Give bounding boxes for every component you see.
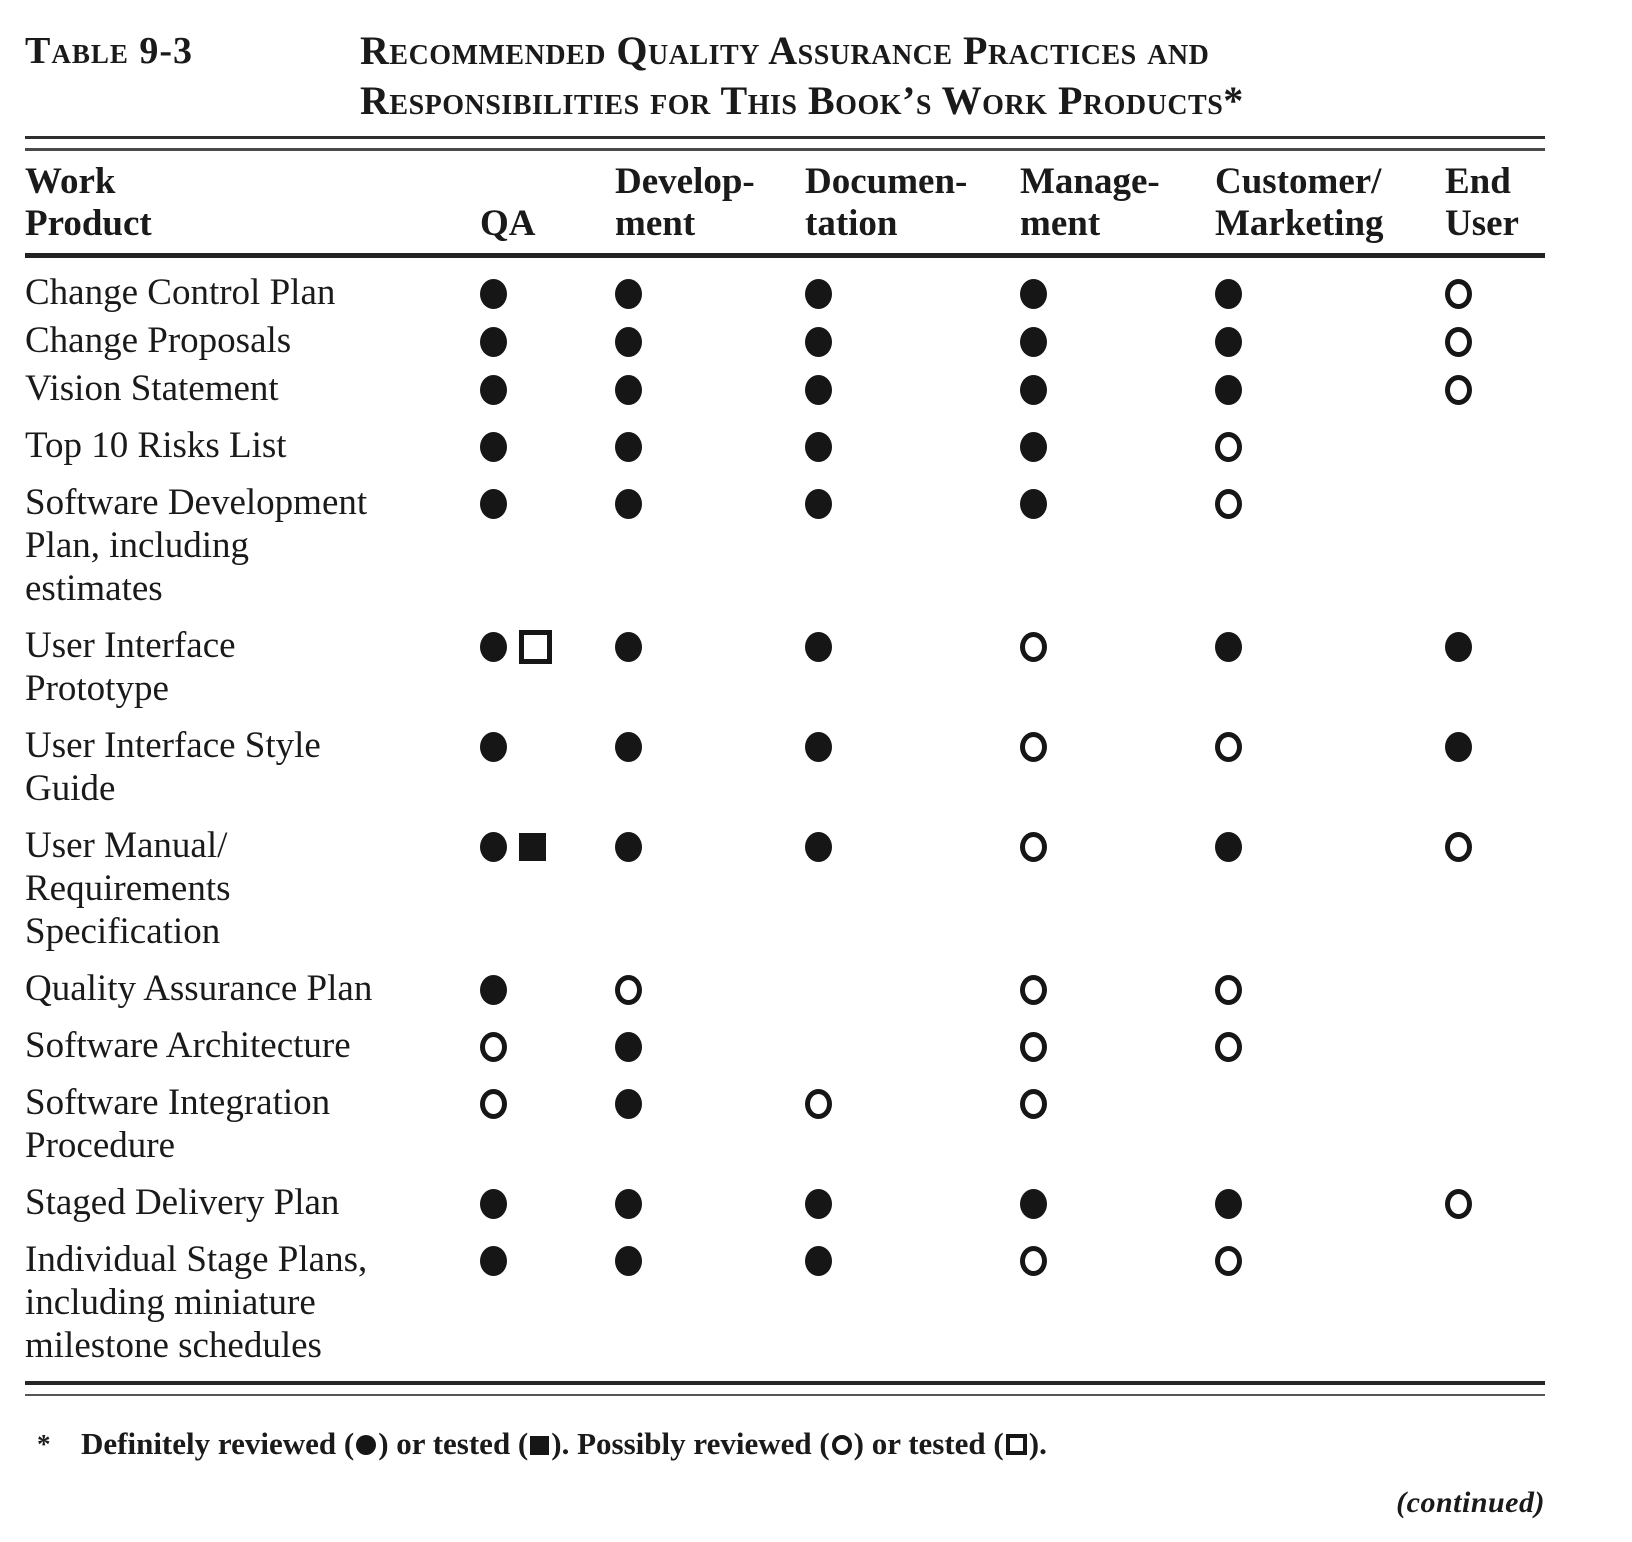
cell-qa	[455, 256, 590, 320]
work-product-line: Software Development	[25, 482, 368, 523]
filled-circle-icon	[1020, 279, 1047, 309]
work-product-cell	[25, 624, 455, 724]
open-circle-icon	[480, 1089, 507, 1119]
cell-end-user	[1420, 724, 1545, 824]
work-product-line: Procedure	[25, 1125, 175, 1166]
table-row	[25, 1024, 1545, 1081]
cell-documentation	[780, 967, 995, 1024]
open-circle-icon	[1020, 975, 1047, 1005]
cell-management	[995, 724, 1190, 824]
work-product-cell	[25, 967, 455, 1024]
footnote-text-segment: ) or tested (	[378, 1426, 529, 1461]
work-product-line: Change Proposals	[25, 320, 292, 361]
cell-qa	[455, 1081, 590, 1181]
open-circle-icon	[832, 1435, 852, 1455]
filled-circle-icon	[480, 432, 507, 462]
cell-development	[590, 256, 780, 320]
work-product-cell	[25, 824, 455, 967]
column-header-line: Marketing	[1215, 203, 1384, 244]
cell-end-user	[1420, 319, 1545, 367]
cell-development	[590, 724, 780, 824]
filled-circle-icon	[805, 489, 832, 519]
footnote	[25, 1424, 1545, 1464]
column-header-line: Customer/	[1215, 161, 1382, 202]
filled-circle-icon	[480, 489, 507, 519]
filled-circle-icon	[1020, 489, 1047, 519]
work-product-line: Top 10 Risks List	[25, 425, 287, 466]
work-product-cell	[25, 367, 455, 424]
filled-circle-icon	[805, 832, 832, 862]
table-row	[25, 1181, 1545, 1238]
cell-development	[590, 424, 780, 481]
column-header-line: End	[1445, 161, 1511, 202]
cell-development	[590, 1238, 780, 1381]
column-header-line: ment	[615, 203, 696, 244]
cell-documentation	[780, 1238, 995, 1381]
filled-circle-icon	[615, 327, 642, 357]
filled-circle-icon	[615, 432, 642, 462]
cell-management	[995, 319, 1190, 367]
work-product-line: Guide	[25, 768, 116, 809]
cell-customer-marketing	[1190, 824, 1420, 967]
open-circle-icon	[1445, 1189, 1472, 1219]
cell-management	[995, 967, 1190, 1024]
filled-circle-icon	[615, 1246, 642, 1276]
work-product-line: Prototype	[25, 668, 169, 709]
open-circle-icon	[1215, 1032, 1242, 1062]
column-header-management	[995, 151, 1190, 256]
filled-circle-icon	[805, 432, 832, 462]
table-row	[25, 481, 1545, 624]
bottom-rule	[25, 1381, 1545, 1396]
footnote-text-segment: ).	[1028, 1426, 1047, 1461]
cell-documentation	[780, 367, 995, 424]
work-product-line: User Interface	[25, 625, 236, 666]
filled-circle-icon	[1020, 1189, 1047, 1219]
cell-end-user	[1420, 1238, 1545, 1381]
column-header-line: User	[1445, 203, 1519, 244]
filled-circle-icon	[805, 732, 832, 762]
table-title-line: Responsibilities for This Book’s Work Products*	[360, 78, 1244, 123]
table-row	[25, 256, 1545, 320]
open-circle-icon	[1020, 1032, 1047, 1062]
cell-customer-marketing	[1190, 967, 1420, 1024]
work-product-line: estimates	[25, 568, 163, 609]
filled-circle-icon	[1020, 375, 1047, 405]
cell-development	[590, 967, 780, 1024]
work-product-line: Staged Delivery Plan	[25, 1182, 340, 1223]
cell-development	[590, 1024, 780, 1081]
work-product-cell	[25, 1181, 455, 1238]
cell-end-user	[1420, 967, 1545, 1024]
table-row	[25, 1081, 1545, 1181]
cell-management	[995, 1238, 1190, 1381]
open-circle-icon	[1215, 975, 1242, 1005]
filled-circle-icon	[615, 279, 642, 309]
cell-qa	[455, 481, 590, 624]
table-row	[25, 824, 1545, 967]
cell-documentation	[780, 724, 995, 824]
filled-circle-icon	[480, 1246, 507, 1276]
cell-qa	[455, 1181, 590, 1238]
header-row	[25, 151, 1545, 256]
cell-management	[995, 256, 1190, 320]
filled-circle-icon	[615, 1089, 642, 1119]
filled-circle-icon	[1215, 327, 1242, 357]
cell-qa	[455, 824, 590, 967]
filled-circle-icon	[356, 1435, 376, 1455]
filled-circle-icon	[805, 1189, 832, 1219]
work-product-line: User Interface Style	[25, 725, 321, 766]
filled-circle-icon	[480, 732, 507, 762]
cell-management	[995, 481, 1190, 624]
work-product-cell	[25, 724, 455, 824]
column-header-line: Documen-	[805, 161, 968, 202]
filled-circle-icon	[1215, 375, 1242, 405]
cell-documentation	[780, 256, 995, 320]
filled-circle-icon	[805, 279, 832, 309]
cell-management	[995, 1024, 1190, 1081]
column-header-work-product	[25, 151, 455, 256]
cell-end-user	[1420, 367, 1545, 424]
footnote-text-segment: ) or tested (	[853, 1426, 1004, 1461]
cell-customer-marketing	[1190, 624, 1420, 724]
filled-circle-icon	[1215, 632, 1242, 662]
cell-qa	[455, 319, 590, 367]
cell-end-user	[1420, 481, 1545, 624]
cell-development	[590, 481, 780, 624]
filled-square-icon	[519, 833, 546, 861]
filled-circle-icon	[1445, 632, 1472, 662]
table-title-line: Recommended Quality Assurance Practices and	[360, 28, 1210, 73]
cell-qa	[455, 967, 590, 1024]
table-title	[360, 26, 1244, 126]
work-product-line: Vision Statement	[25, 368, 279, 409]
cell-qa	[455, 367, 590, 424]
cell-customer-marketing	[1190, 1024, 1420, 1081]
filled-circle-icon	[480, 832, 507, 862]
footnote-text-segment: Definitely reviewed (	[81, 1426, 355, 1461]
open-circle-icon	[615, 975, 642, 1005]
filled-circle-icon	[805, 632, 832, 662]
work-product-cell	[25, 1024, 455, 1081]
open-circle-icon	[1215, 432, 1242, 462]
table-row	[25, 967, 1545, 1024]
cell-documentation	[780, 1024, 995, 1081]
cell-customer-marketing	[1190, 1181, 1420, 1238]
cell-development	[590, 824, 780, 967]
filled-circle-icon	[615, 632, 642, 662]
work-product-line: Plan, including	[25, 525, 250, 566]
cell-end-user	[1420, 1181, 1545, 1238]
open-circle-icon	[1215, 489, 1242, 519]
filled-circle-icon	[805, 1246, 832, 1276]
open-circle-icon	[1215, 1246, 1242, 1276]
open-square-icon	[519, 630, 552, 664]
work-product-line: Quality Assurance Plan	[25, 968, 373, 1009]
work-product-cell	[25, 424, 455, 481]
open-circle-icon	[1445, 375, 1472, 405]
work-product-cell	[25, 319, 455, 367]
cell-development	[590, 1081, 780, 1181]
filled-circle-icon	[480, 375, 507, 405]
cell-end-user	[1420, 256, 1545, 320]
column-header-development	[590, 151, 780, 256]
filled-circle-icon	[615, 375, 642, 405]
open-circle-icon	[1020, 732, 1047, 762]
cell-management	[995, 424, 1190, 481]
cell-customer-marketing	[1190, 724, 1420, 824]
work-product-line: including miniature	[25, 1282, 316, 1323]
filled-circle-icon	[805, 327, 832, 357]
column-header-documentation	[780, 151, 995, 256]
cell-documentation	[780, 319, 995, 367]
cell-management	[995, 824, 1190, 967]
cell-end-user	[1420, 824, 1545, 967]
work-product-line: Requirements	[25, 868, 231, 909]
cell-customer-marketing	[1190, 481, 1420, 624]
cell-documentation	[780, 624, 995, 724]
column-header-line: tation	[805, 203, 898, 244]
column-header-line: ment	[1020, 203, 1101, 244]
work-product-line: User Manual/	[25, 825, 228, 866]
column-header-customer-marketing	[1190, 151, 1420, 256]
filled-circle-icon	[480, 1189, 507, 1219]
cell-documentation	[780, 424, 995, 481]
cell-management	[995, 367, 1190, 424]
cell-customer-marketing	[1190, 1238, 1420, 1381]
cell-qa	[455, 1238, 590, 1381]
table-row	[25, 1238, 1545, 1381]
open-square-icon	[1006, 1434, 1027, 1455]
cell-development	[590, 319, 780, 367]
column-header-line: Develop-	[615, 161, 755, 202]
filled-circle-icon	[615, 1189, 642, 1219]
open-circle-icon	[1215, 732, 1242, 762]
open-circle-icon	[1020, 1246, 1047, 1276]
cell-development	[590, 1181, 780, 1238]
table-caption	[25, 26, 1545, 126]
open-circle-icon	[1020, 632, 1047, 662]
work-product-cell	[25, 256, 455, 320]
open-circle-icon	[1020, 832, 1047, 862]
cell-management	[995, 1081, 1190, 1181]
cell-qa	[455, 724, 590, 824]
work-product-line: milestone schedules	[25, 1325, 322, 1366]
work-product-line: Software Integration	[25, 1082, 331, 1123]
table-row	[25, 724, 1545, 824]
open-circle-icon	[1445, 832, 1472, 862]
filled-circle-icon	[480, 279, 507, 309]
work-product-cell	[25, 1238, 455, 1381]
filled-circle-icon	[615, 1032, 642, 1062]
filled-square-icon	[530, 1436, 549, 1455]
table-row	[25, 367, 1545, 424]
footnote-text	[81, 1424, 1047, 1464]
column-header-qa	[455, 151, 590, 256]
cell-customer-marketing	[1190, 1081, 1420, 1181]
filled-circle-icon	[1445, 732, 1472, 762]
cell-end-user	[1420, 1081, 1545, 1181]
column-header-end-user	[1420, 151, 1545, 256]
cell-documentation	[780, 481, 995, 624]
cell-customer-marketing	[1190, 424, 1420, 481]
filled-circle-icon	[1215, 279, 1242, 309]
work-product-line: Individual Stage Plans,	[25, 1239, 368, 1280]
cell-qa	[455, 1024, 590, 1081]
cell-management	[995, 1181, 1190, 1238]
filled-circle-icon	[480, 327, 507, 357]
cell-development	[590, 624, 780, 724]
cell-customer-marketing	[1190, 319, 1420, 367]
column-header-line: Work	[25, 161, 116, 202]
work-product-line: Specification	[25, 911, 221, 952]
work-product-line: Change Control Plan	[25, 272, 336, 313]
top-double-rule	[25, 136, 1545, 151]
continued-label: (continued)	[1396, 1486, 1545, 1519]
work-product-cell	[25, 481, 455, 624]
cell-management	[995, 624, 1190, 724]
cell-documentation	[780, 1181, 995, 1238]
cell-end-user	[1420, 424, 1545, 481]
filled-circle-icon	[480, 632, 507, 662]
work-product-line: Software Architecture	[25, 1025, 351, 1066]
cell-qa	[455, 624, 590, 724]
cell-documentation	[780, 1081, 995, 1181]
cell-customer-marketing	[1190, 256, 1420, 320]
filled-circle-icon	[1215, 1189, 1242, 1219]
work-product-cell	[25, 1081, 455, 1181]
open-circle-icon	[1020, 1089, 1047, 1119]
table-row	[25, 319, 1545, 367]
filled-circle-icon	[480, 975, 507, 1005]
open-circle-icon	[805, 1089, 832, 1119]
open-circle-icon	[1445, 327, 1472, 357]
open-circle-icon	[480, 1032, 507, 1062]
qa-practices-table	[25, 151, 1545, 1381]
filled-circle-icon	[615, 732, 642, 762]
cell-end-user	[1420, 624, 1545, 724]
filled-circle-icon	[805, 375, 832, 405]
table-row	[25, 424, 1545, 481]
filled-circle-icon	[615, 832, 642, 862]
open-circle-icon	[1445, 279, 1472, 309]
column-header-line: Manage-	[1020, 161, 1160, 202]
cell-end-user	[1420, 1024, 1545, 1081]
cell-customer-marketing	[1190, 367, 1420, 424]
footnote-marker: *	[37, 1429, 51, 1459]
column-header-line: QA	[480, 203, 536, 244]
column-header-line: Product	[25, 203, 152, 244]
cell-development	[590, 367, 780, 424]
footnote-text-segment: ). Possibly reviewed (	[551, 1426, 830, 1461]
cell-documentation	[780, 824, 995, 967]
filled-circle-icon	[615, 489, 642, 519]
filled-circle-icon	[1215, 832, 1242, 862]
cell-qa	[455, 424, 590, 481]
filled-circle-icon	[1020, 327, 1047, 357]
table-label: Table 9-3	[25, 30, 194, 72]
filled-circle-icon	[1020, 432, 1047, 462]
table-row	[25, 624, 1545, 724]
